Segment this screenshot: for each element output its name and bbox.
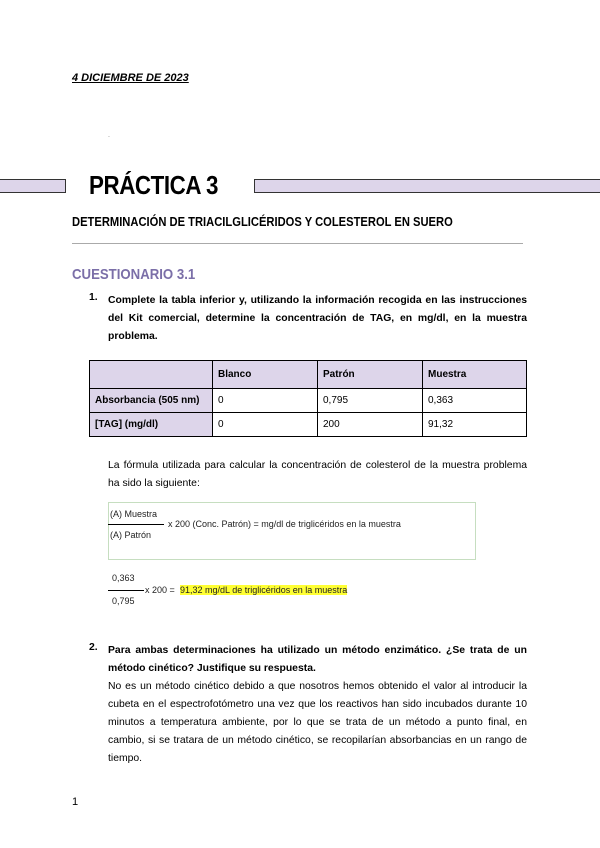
document-date: 4 DICIEMBRE DE 2023 — [72, 72, 189, 84]
stray-dot: . — [108, 132, 110, 139]
table-cell: 0 — [213, 413, 318, 437]
calc-denominator: 0,795 — [112, 596, 135, 606]
question-2-answer: No es un método cinético debido a que nosotros hemos obtenido el valor al introducir la cubeta en el espectrofotómetro una vez que los reactivos han sido incubados durante 10 minutos a temperatura ambiente, por lo que se trata de un método a punto final, en cambio, si se tratara de un método cinético, se recopilarían absorbancias en un rango de tiempo. — [108, 681, 527, 764]
table-cell: 91,32 — [423, 413, 527, 437]
formula-denominator: (A) Patrón — [110, 530, 152, 540]
title-band-right — [254, 179, 600, 193]
divider — [72, 243, 523, 244]
formula-rest: x 200 (Conc. Patrón) = mg/dl de triglicéridos en la muestra — [168, 519, 401, 529]
page-number: 1 — [72, 796, 79, 808]
table-header-row — [90, 361, 527, 389]
table-cell: 200 — [318, 413, 423, 437]
formula-numerator: (A) Muestra — [110, 509, 158, 519]
title-band-left — [0, 179, 66, 193]
table-header-cell: Blanco — [213, 361, 318, 389]
results-table — [89, 360, 527, 437]
question-2-number: 2. — [89, 642, 98, 653]
table-header-cell — [90, 361, 213, 389]
formula-box — [108, 502, 476, 560]
question-1-number: 1. — [89, 292, 98, 303]
table-header-cell: Patrón — [318, 361, 423, 389]
question-1-text — [108, 292, 527, 346]
table-row-label: Absorbancia (505 nm) — [90, 389, 213, 413]
calc-operation: x 200 = — [145, 585, 175, 595]
formula-fraction-line — [108, 524, 164, 525]
table-cell: 0,795 — [318, 389, 423, 413]
calc-fraction-line — [108, 590, 144, 591]
question-2-block — [108, 642, 527, 768]
calc-numerator: 0,363 — [112, 573, 135, 583]
table-row — [90, 389, 527, 413]
table-cell: 0,363 — [423, 389, 527, 413]
section-heading: CUESTIONARIO 3.1 — [72, 266, 196, 283]
calc-result: 91,32 mg/dL de triglicéridos en la muestra — [180, 585, 348, 595]
question-1-prompt: Complete la tabla inferior y, utilizando la información recogida en las instrucciones del Kit comercial, determine la concentración de TAG, en mg/dl, en la muestra problema. — [108, 295, 527, 342]
formula-intro: La fórmula utilizada para calcular la concentración de colesterol de la muestra problema ha sido la siguiente: — [108, 460, 527, 489]
table-cell: 0 — [213, 389, 318, 413]
page-title: PRÁCTICA 3 — [89, 170, 219, 200]
table-row-label: [TAG] (mg/dl) — [90, 413, 213, 437]
table-header-cell: Muestra — [423, 361, 527, 389]
table-row — [90, 413, 527, 437]
question-2-prompt: Para ambas determinaciones ha utilizado un método enzimático. ¿Se trata de un método cinético? Justifique su respuesta. — [108, 645, 527, 674]
page-subtitle: DETERMINACIÓN DE TRIACILGLICÉRIDOS Y COLESTEROL EN SUERO — [72, 214, 453, 229]
